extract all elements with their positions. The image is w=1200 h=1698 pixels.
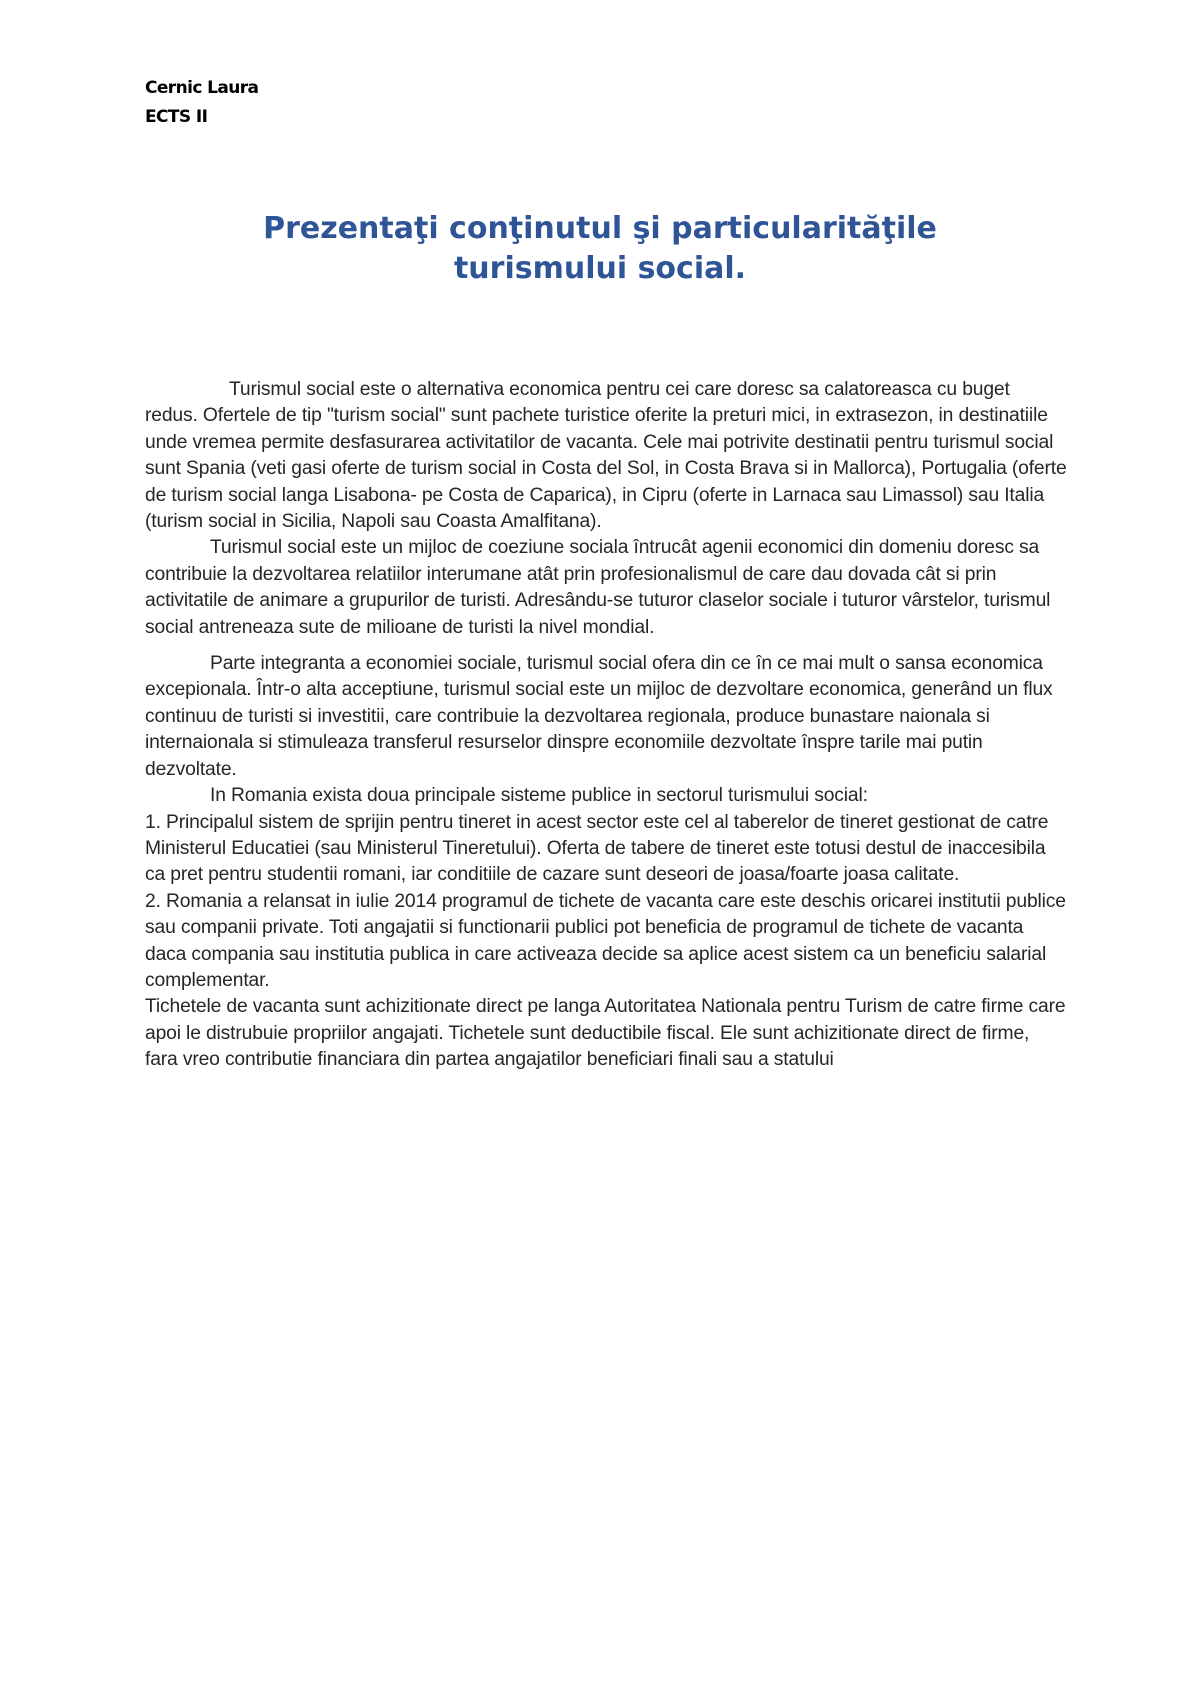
document-header [145, 74, 258, 132]
course-name: ECTS II [145, 107, 208, 127]
list-item-1: 1. Principalul sistem de sprijin pentru tineret in acest sector este cel al taberelor de tineret gestionat de catre Ministerul Educatiei (sau Ministerul Tineretului). Oferta de tabere de tineret este totusi destul de inaccesibila ca pret pentru studentii romani, iar conditiile de cazare sunt deseori de joasa/foarte joasa calitate. [145, 811, 1049, 886]
paragraph-5: Tichetele de vacanta sunt achizitionate direct pe langa Autoritatea Nationala pentru Turism de catre firme care apoi le distrubuie propriilor angajati. Tichetele sunt deductibile fiscal. Ele sunt achizitionate direct de firme, fara vreo contributie financiara din partea angajatilor beneficiari finali sau a statului [145, 996, 1066, 1071]
document-body [145, 377, 1067, 1074]
title-line-2: turismului social. [453, 251, 747, 286]
paragraph-1: Turismul social este o alternativa economica pentru cei care doresc sa calatoreasca cu buget redus. Ofertele de tip "turism social" sunt pachete turistice oferite la preturi mici, in extrasezon, in destinatiile unde vremea permite desfasurarea activitatilor de vacanta. Cele mai potrivite destinatii pentru turismul social sunt Spania (veti gasi oferte de turism social in Costa del Sol, in Costa Brava si in Mallorca), Portugalia (oferte de turism social langa Lisabona- pe Costa de Caparica), in Cipru (oferte in Larnaca sau Limassol) sau Italia (turism social in Sicilia, Napoli sau Coasta Amalfitana). [145, 379, 1067, 533]
paragraph-4: In Romania exista doua principale sisteme publice in sectorul turismului social: [210, 785, 868, 807]
paragraph-3: Parte integranta a economiei sociale, turismul social ofera din ce în ce mai mult o sansa economica excepionala. Într-o alta acceptiune, turismul social este un mijloc de dezvoltare economica, generând un flux continuu de turisti si investitii, care contribuie la dezvoltarea regionala, produce bunastare naionala si internaionala si stimuleaza transferul resurselor dinspre economiile dezvoltate înspre tarile mai putin dezvoltate. [145, 653, 1053, 780]
list-item-2: 2. Romania a relansat in iulie 2014 programul de tichete de vacanta care este deschis oricarei institutii publice sau companii private. Toti angajatii si functionarii publici pot beneficia de programul de tichete de vacanta daca compania sau institutia publica in care activeaza decide sa aplice acest sistem ca un beneficiu salarial complementar. [145, 890, 1066, 991]
document-title [145, 209, 1055, 289]
paragraph-2: Turismul social este un mijloc de coeziune sociala întrucât agenii economici din domeniu doresc sa contribuie la dezvoltarea relatiilor interumane atât prin profesionalismul de care dau dovada cât si prin activitatile de animare a grupurilor de turisti. Adresându-se tuturor claselor sociale i tuturor vârstelor, turismul social antreneaza sute de milioane de turisti la nivel mondial. [145, 537, 1051, 638]
title-line-1: Prezentaţi conţinutul şi particularităţile [263, 211, 937, 246]
author-name: Cernic Laura [145, 78, 259, 98]
